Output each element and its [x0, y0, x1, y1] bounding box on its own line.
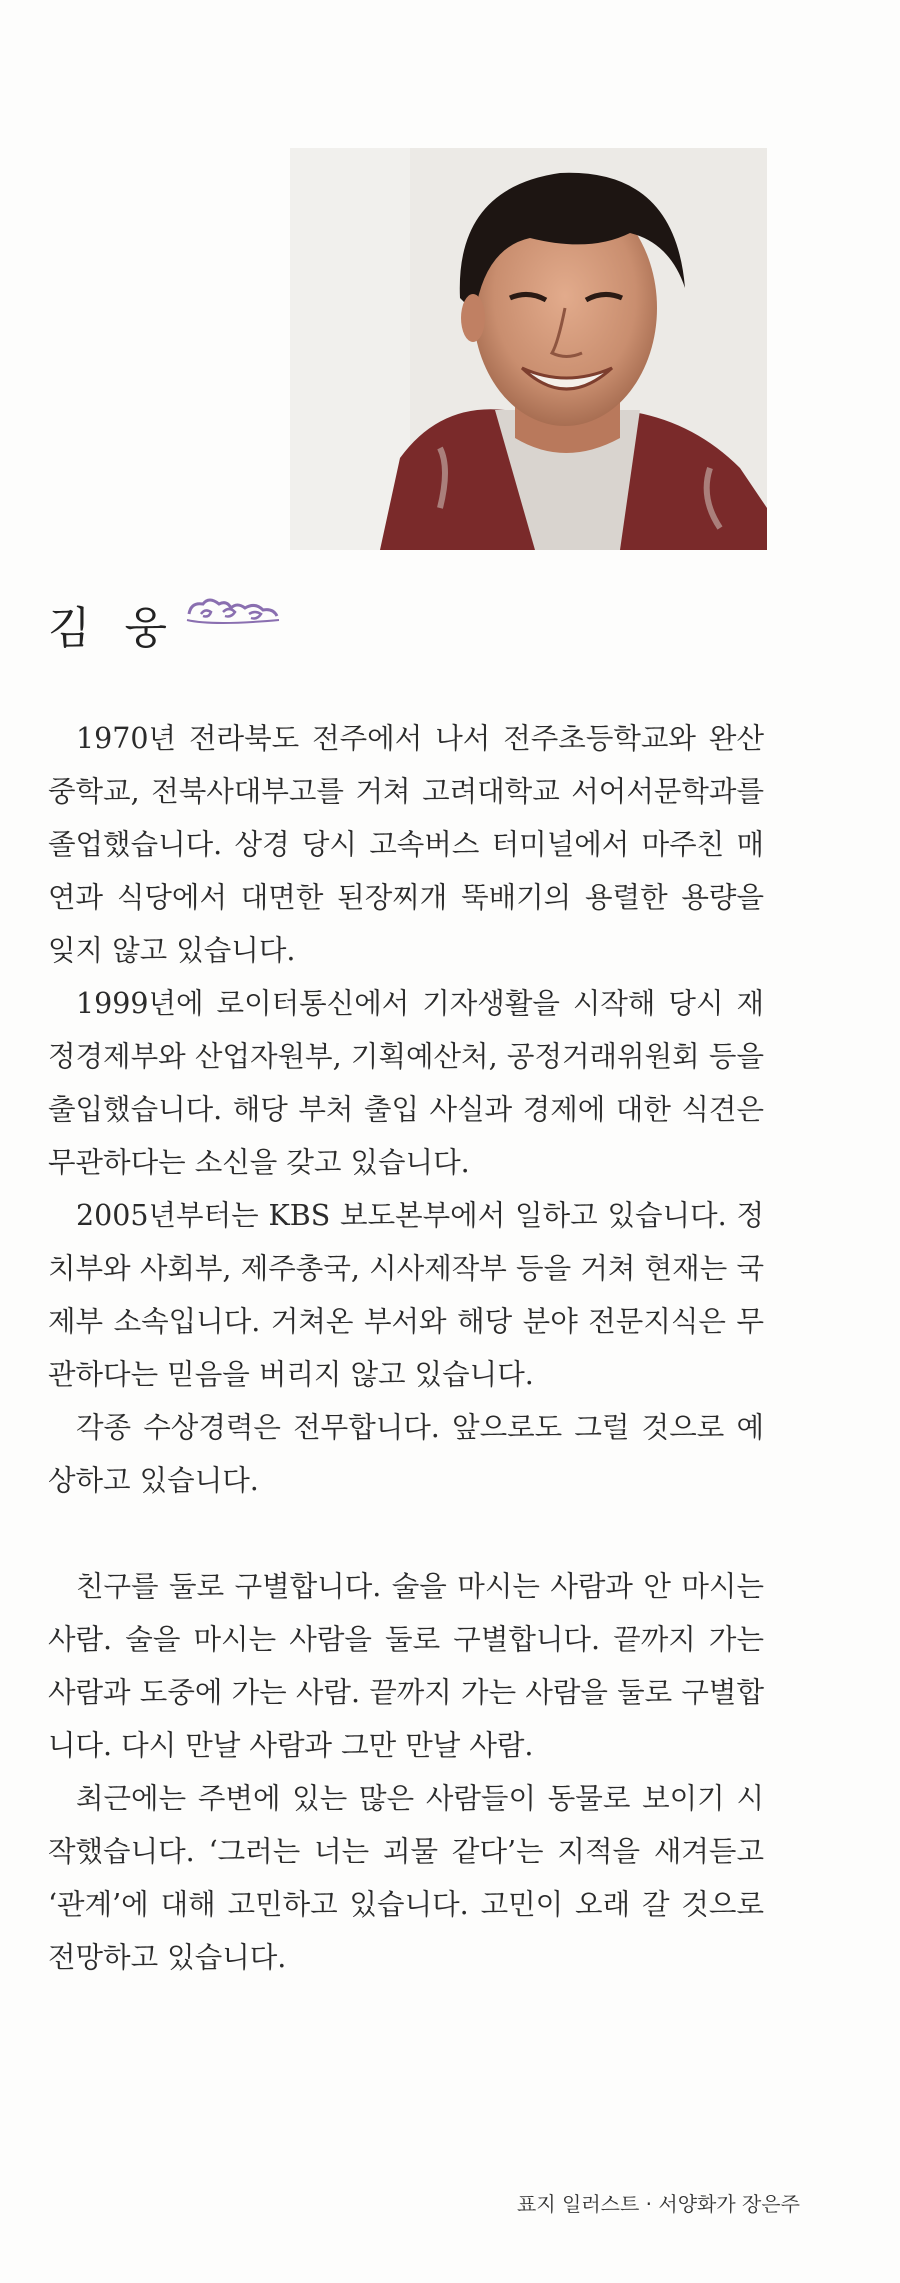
bio-paragraph-friends: 친구를 둘로 구별합니다. 술을 마시는 사람과 안 마시는 사람. 술을 마시는 사람을 둘로 구별합니다. 끝까지 가는 사람과 도중에 가는 사람. 끝까지 가는 사람을 둘로 구별합니다. 다시 만날 사람과 그만 만날 사람.	[48, 1570, 764, 1762]
author-name: 김 웅	[48, 603, 177, 654]
bio-paragraph-relationships: 최근에는 주변에 있는 많은 사람들이 동물로 보이기 시작했습니다. ‘그러는 너는 괴물 같다’는 지적을 새겨듣고 ‘관계’에 대해 고민하고 있습니다. 고민이 오래 갈 것으로 전망하고 있습니다.	[48, 1782, 764, 1974]
author-photo-image	[290, 148, 767, 550]
cover-illustration-credit: 표지 일러스트 · 서양화가 장은주	[517, 2192, 800, 2216]
author-heading	[48, 592, 283, 656]
bio-paragraph-education: 1970년 전라북도 전주에서 나서 전주초등학교와 완산중학교, 전북사대부고를 거쳐 고려대학교 서어서문학과를 졸업했습니다. 상경 당시 고속버스 터미널에서 마주친 매연과 식당에서 대면한 된장찌개 뚝배기의 용렬한 용량을 잊지 않고 있습니다.	[48, 722, 764, 967]
author-photo	[290, 148, 767, 550]
bio-paragraph-awards: 각종 수상경력은 전무합니다. 앞으로도 그럴 것으로 예상하고 있습니다.	[48, 1411, 764, 1497]
bio-paragraph-reuters: 1999년에 로이터통신에서 기자생활을 시작해 당시 재정경제부와 산업자원부, 기획예산처, 공정거래위원회 등을 출입했습니다. 해당 부처 출입 사실과 경제에 대한 식견은 무관하다는 소신을 갖고 있습니다.	[48, 987, 764, 1179]
cloud-ornament-icon	[183, 592, 283, 632]
bio-paragraph-kbs: 2005년부터는 KBS 보도본부에서 일하고 있습니다. 정치부와 사회부, 제주총국, 시사제작부 등을 거쳐 현재는 국제부 소속입니다. 거쳐온 부서와 해당 분야 전문지식은 무관하다는 믿음을 버리지 않고 있습니다.	[48, 1199, 764, 1391]
author-biography	[48, 712, 764, 1984]
